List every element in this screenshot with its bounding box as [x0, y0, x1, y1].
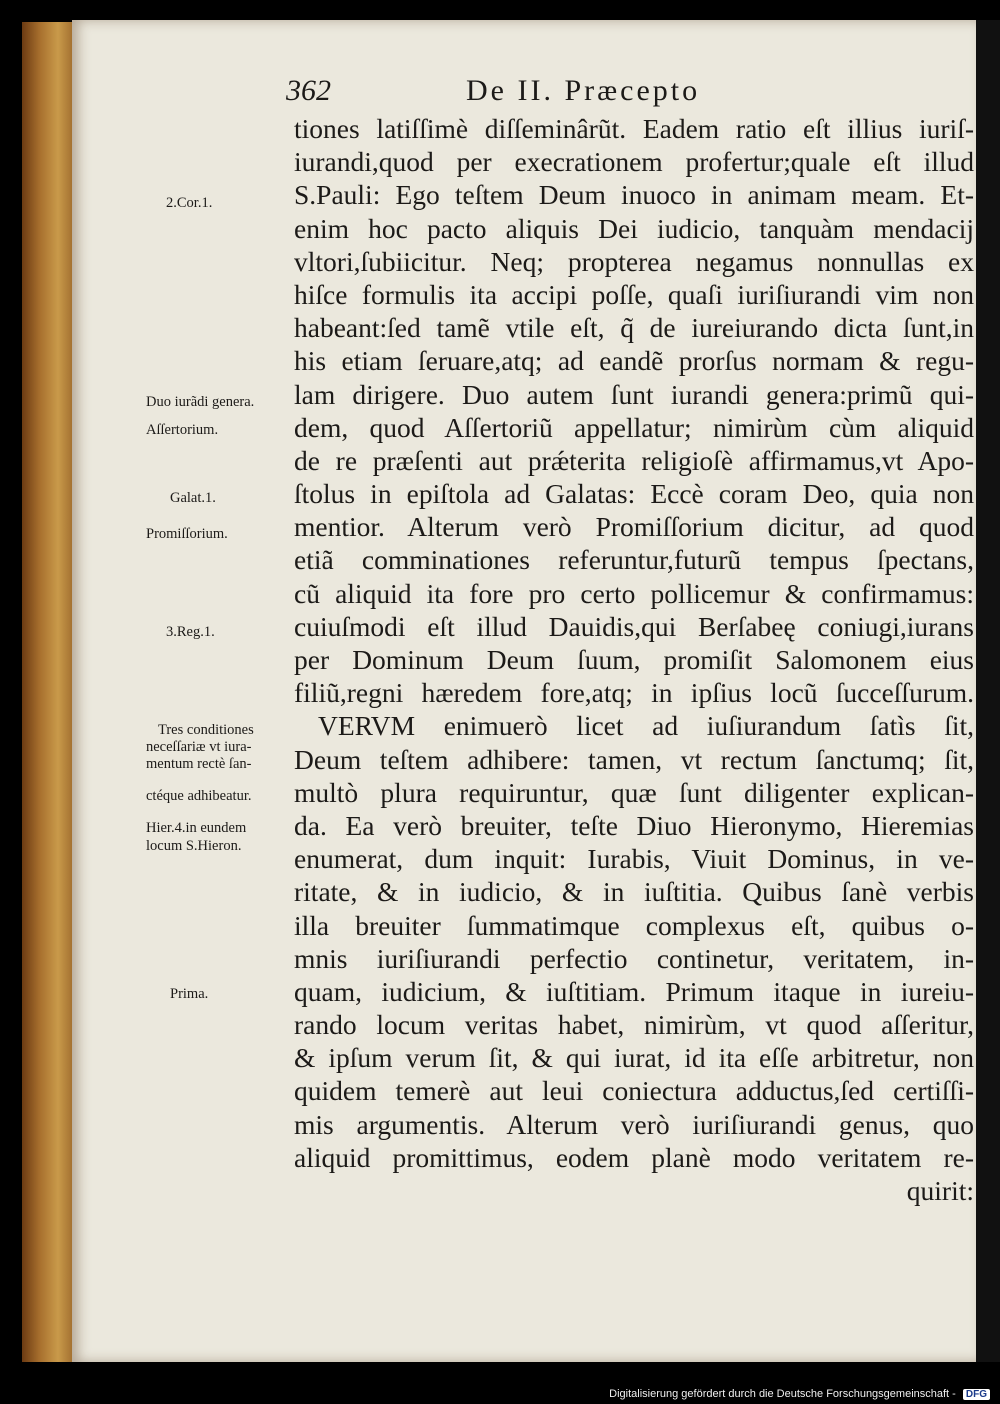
- text-line: cũ aliquid ita fore pro certo pollicemur & confirmamus:: [294, 577, 974, 609]
- text-line: de re præſenti aut prǽterita religioſè affirmamus,vt Apo-: [294, 444, 974, 476]
- text-line-catchword: quirit:: [906, 1175, 974, 1206]
- margin-note: locum S.Hieron.: [146, 838, 242, 854]
- page-number: 362: [286, 74, 331, 107]
- text-line: Deum teſtem adhibere: tamen, vt rectum ſanctumq; ſit,: [294, 743, 974, 775]
- text-line: quidem temerè aut leui coniectura adductus,ſed certiſſi-: [294, 1075, 974, 1107]
- text-line: & ipſum verum ſit, & qui iurat, id ita eſſe arbitretur, non: [294, 1042, 974, 1074]
- text-line: S.Pauli: Ego teſtem Deum inuoco in animam meam. Et-: [294, 179, 974, 211]
- margin-note: Duo iurãdi genera.: [146, 394, 255, 410]
- main-text: [294, 112, 974, 1207]
- text-line: iurandi,quod per execrationem profertur;quale eſt illud: [294, 146, 974, 178]
- text-line: mnis iuriſiurandi perfectio continetur, veritatem, in-: [294, 942, 974, 974]
- text-line: hiſce formulis ita accipi poſſe, quaſi iuriſiurandi vim non: [294, 278, 974, 310]
- margin-note: 3.Reg.1.: [166, 624, 215, 640]
- text-line: his etiam ſeruare,atq; ad eandẽ prorſus normam & regu-: [294, 345, 974, 377]
- text-line: ritate, & in iudicio, & in iuſtitia. Quibus ſanè verbis: [294, 876, 974, 908]
- digitization-credit: [609, 1388, 990, 1400]
- text-line: quam, iudicium, & iuſtitiam. Primum itaque in iureiu-: [294, 975, 974, 1007]
- text-line: enim hoc pacto aliquis Dei iudicio, tanquàm mendacij: [294, 212, 974, 244]
- running-title: De II. Præcepto: [466, 74, 701, 107]
- text-line: etiã comminationes referuntur,futurũ tempus ſpectans,: [294, 544, 974, 576]
- margin-note: neceſſariæ vt iura-: [146, 739, 252, 755]
- text-line: tiones latiſſimè diſſeminârũt. Eadem ratio eſt illius iuriſ-: [294, 113, 974, 144]
- text-line: cuiuſmodi eſt illud Dauidis,qui Berſabeę coniugi,iurans: [294, 610, 974, 642]
- text-line: dem, quod Aſſertoriũ appellatur; nimirùm cùm aliquid: [294, 411, 974, 443]
- margin-note: Prima.: [170, 986, 209, 1002]
- margin-note: 2.Cor.1.: [166, 195, 213, 211]
- text-line: mentior. Alterum verò Promiſſorium dicitur, ad quod: [294, 511, 974, 543]
- text-line: da. Ea verò breuiter, teſte Diuo Hieronymo, Hieremias: [294, 809, 974, 841]
- margin-note: Aſſertorium.: [146, 422, 219, 438]
- text-line: mis argumentis. Alterum verò iuriſiurandi genus, quo: [294, 1108, 974, 1140]
- page-header: [286, 74, 970, 114]
- text-line: illa breuiter ſummatimque complexus eſt, quibus o-: [294, 909, 974, 941]
- text-line: enumerat, dum inquit: Iurabis, Viuit Dominus, in ve-: [294, 843, 974, 875]
- text-line: ſtolus in epiſtola ad Galatas: Eccè coram Deo, quia non: [294, 478, 974, 510]
- dfg-logo: DFG: [963, 1389, 990, 1400]
- text-line: lam dirigere. Duo autem ſunt iurandi genera:primũ qui-: [294, 378, 974, 410]
- margin-note: mentum rectè ſan-: [146, 756, 252, 772]
- margin-note: Galat.1.: [170, 490, 216, 506]
- margin-note: Promiſſorium.: [146, 526, 228, 542]
- page-edge-shadow: [976, 20, 1000, 1362]
- margin-note: ctéque adhibeatur.: [146, 788, 252, 804]
- text-line: rando locum veritas habet, nimirùm, vt quod aſſeritur,: [294, 1009, 974, 1041]
- text-line: aliquid promittimus, eodem planè modo veritatem re-: [294, 1141, 974, 1173]
- credit-text: Digitalisierung gefördert durch die Deutsche Forschungsgemeinschaft -: [609, 1388, 956, 1400]
- text-line: vltori,ſubiicitur. Neq; propterea negamus nonnullas ex: [294, 245, 974, 277]
- text-line: multò plura requiruntur, quæ ſunt diligenter explican-: [294, 776, 974, 808]
- margin-note: Hier.4.in eundem: [146, 820, 247, 836]
- text-line: filiũ,regni hæredem fore,atq; in ipſius locũ ſucceſſurum.: [294, 677, 974, 709]
- text-line: habeant:ſed tamẽ vtile eſt, q̃ de iureiurando dicta ſunt,in: [294, 312, 974, 344]
- text-line: per Dominum Deum ſuum, promiſit Salomonem eius: [294, 644, 974, 675]
- text-line: VERVM enimuerò licet ad iuſiurandum ſatìs ſit,: [318, 710, 974, 742]
- margin-note: Tres conditiones: [158, 722, 254, 738]
